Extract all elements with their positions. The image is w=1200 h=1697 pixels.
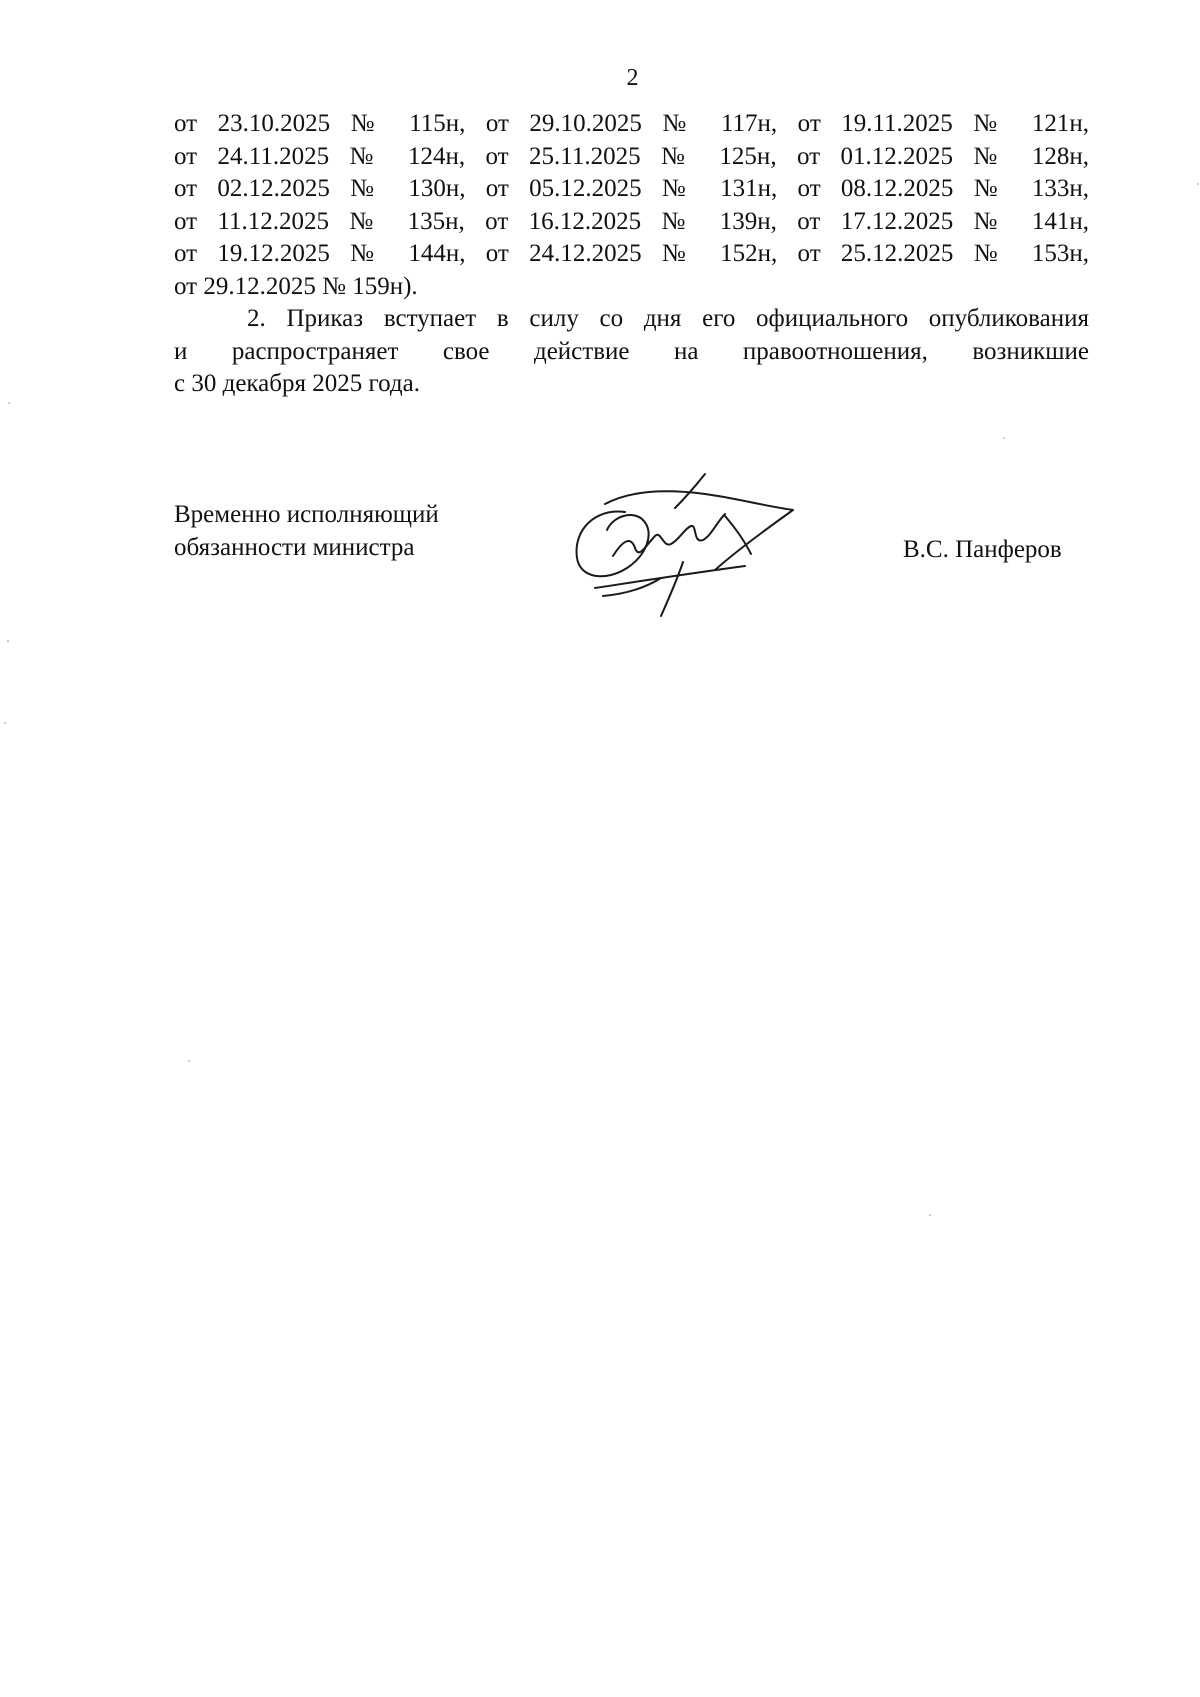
- handwritten-signature: [565, 470, 805, 620]
- paragraph-1-line-5: от 19.12.2025 № 144н, от 24.12.2025 № 152н, от 25.12.2025 № 153н,: [174, 240, 1089, 267]
- signatory-name: В.С. Панферов: [903, 536, 1062, 563]
- signature-stroke-loop: [577, 512, 649, 577]
- paragraph-2-line-3: с 30 декабря 2025 года.: [174, 370, 420, 397]
- document-body: [174, 108, 1089, 401]
- scan-speck: [1003, 437, 1005, 439]
- paragraph-2-line-1: 2. Приказ вступает в силу со дня его официального опубликования: [247, 305, 1089, 332]
- scan-speck: [188, 1060, 190, 1062]
- signature-stroke-flourish: [595, 566, 745, 588]
- signature-stroke-cross: [725, 516, 751, 554]
- paragraph-2-line-2: и распространяет свое действие на правоотношения, возникшие: [174, 337, 1089, 365]
- signature-stroke-descender: [661, 562, 683, 616]
- paragraph-1-line-1: от 23.10.2025 № 115н, от 29.10.2025 № 117н, от 19.11.2025 № 121н,: [174, 110, 1089, 137]
- scan-speck: [4, 722, 6, 724]
- scan-speck: [8, 402, 10, 404]
- signature-stroke-letters: [613, 514, 725, 556]
- paragraph-1-line-2: от 24.11.2025 № 124н, от 25.11.2025 № 125н, от 01.12.2025 № 128н,: [174, 142, 1089, 170]
- scan-speck: [929, 1214, 931, 1216]
- scan-speck: [1197, 183, 1199, 185]
- signature-stroke-tail: [603, 578, 661, 596]
- scan-speck: [7, 640, 9, 642]
- paragraph-1-line-4: от 11.12.2025 № 135н, от 16.12.2025 № 139н, от 17.12.2025 № 141н,: [174, 207, 1089, 235]
- signatory-position: [174, 498, 439, 564]
- paragraph-1-line-3: от 02.12.2025 № 130н, от 05.12.2025 № 131н, от 08.12.2025 № 133н,: [174, 175, 1089, 202]
- signatory-position-line-2: обязанности министра: [174, 534, 415, 561]
- paragraph-1-line-6: от 29.12.2025 № 159н).: [174, 272, 418, 300]
- signature-stroke-main: [605, 491, 793, 570]
- signatory-position-line-1: Временно исполняющий: [174, 501, 439, 528]
- page-number: 2: [626, 65, 639, 91]
